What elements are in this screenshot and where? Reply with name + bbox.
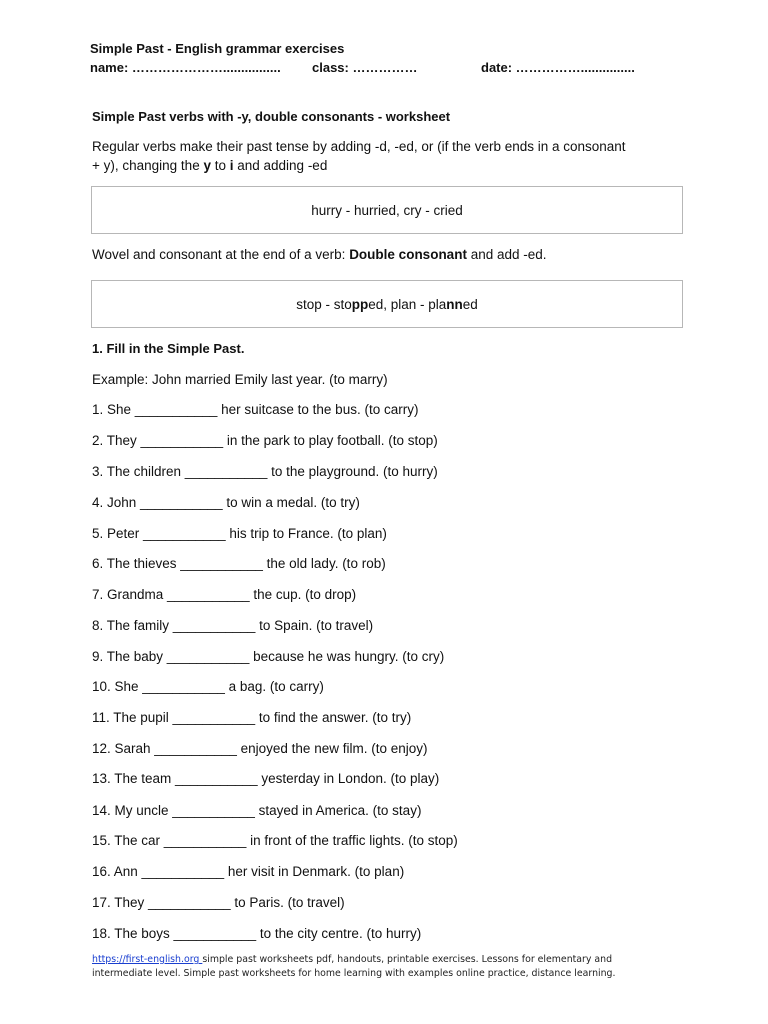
date-field: date: ……………...............: [481, 60, 635, 75]
exercise-example: Example: John married Emily last year. (to marry): [92, 372, 388, 387]
exercise-item: 12. Sarah ___________ enjoyed the new film. (to enjoy): [92, 741, 428, 756]
exercise-heading: 1. Fill in the Simple Past.: [92, 341, 245, 356]
exercise-item: 3. The children ___________ to the playground. (to hurry): [92, 464, 438, 479]
exercise-item: 5. Peter ___________ his trip to France. (to plan): [92, 526, 387, 541]
rule-text-line1: Regular verbs make their past tense by adding -d, -ed, or (if the verb ends in a consonant: [92, 139, 626, 154]
exercise-item: 11. The pupil ___________ to find the answer. (to try): [92, 710, 412, 725]
exercise-item: 13. The team ___________ yesterday in London. (to play): [92, 771, 440, 786]
exercise-item: 14. My uncle ___________ stayed in America. (to stay): [92, 803, 422, 818]
worksheet-title: Simple Past - English grammar exercises: [90, 41, 345, 56]
exercise-item: 18. The boys ___________ to the city centre. (to hurry): [92, 926, 422, 941]
example-box-y-rule: [91, 186, 683, 234]
page-footer: [92, 953, 668, 980]
exercise-item: 15. The car ___________ in front of the traffic lights. (to stop): [92, 833, 458, 848]
class-field: class: ……………: [312, 60, 418, 75]
exercise-item: 10. She ___________ a bag. (to carry): [92, 679, 324, 694]
exercise-item: 2. They ___________ in the park to play football. (to stop): [92, 433, 438, 448]
exercise-item: 7. Grandma ___________ the cup. (to drop): [92, 587, 357, 602]
example-box-text: stop - stopped, plan - planned: [296, 296, 478, 312]
worksheet-subtitle: Simple Past verbs with -y, double consonants - worksheet: [92, 109, 451, 124]
example-box-double-consonant: [91, 280, 683, 328]
exercise-item: 6. The thieves ___________ the old lady. (to rob): [92, 556, 386, 571]
exercise-item: 16. Ann ___________ her visit in Denmark. (to plan): [92, 864, 405, 879]
exercise-item: 8. The family ___________ to Spain. (to travel): [92, 618, 374, 633]
name-field: name: …………………................: [90, 60, 281, 75]
example-box-text: hurry - hurried, cry - cried: [311, 202, 463, 218]
exercise-item: 4. John ___________ to win a medal. (to try): [92, 495, 360, 510]
exercise-item: 17. They ___________ to Paris. (to travel): [92, 895, 345, 910]
exercise-item: 9. The baby ___________ because he was hungry. (to cry): [92, 649, 445, 664]
rule-text-line2: + y), changing the y to i and adding -ed: [92, 158, 328, 173]
footer-line2: intermediate level. Simple past worksheets for home learning with examples online practice, distance learning.: [92, 967, 616, 979]
rule-text-double-consonant: Wovel and consonant at the end of a verb: Double consonant and add -ed.: [92, 247, 547, 262]
footer-line1: https://first-english.org simple past worksheets pdf, handouts, printable exercises. Lessons for elementary and: [92, 954, 613, 965]
site-link[interactable]: https://first-english.org: [92, 954, 203, 965]
exercise-item: 1. She ___________ her suitcase to the bus. (to carry): [92, 402, 419, 417]
